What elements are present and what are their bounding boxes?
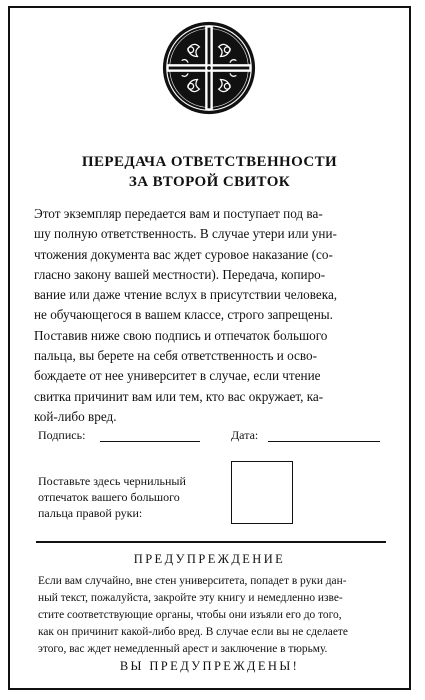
warning-line: стите соответствующие органы, чтобы они изъяли его до того, bbox=[38, 609, 342, 621]
body-line: свитка причинит вам или тем, кто вас окружает, ка- bbox=[34, 388, 324, 404]
title-line: ЗА ВТОРОЙ СВИТОК bbox=[128, 174, 291, 190]
body-line: шу полную ответственность. В случае утери или уни- bbox=[34, 226, 337, 242]
thumbprint-instruction bbox=[38, 473, 223, 521]
signature-label: Подпись: bbox=[38, 428, 86, 442]
body-line: гласно закону вашей местности). Передача, копиро- bbox=[34, 266, 326, 282]
section-divider bbox=[36, 541, 386, 543]
body-line: бождаете от нее университет в случае, если чтение bbox=[34, 368, 321, 384]
body-line: Этот экземпляр передается вам и поступает под ва- bbox=[34, 206, 323, 221]
warning-final: ВЫ ПРЕДУПРЕЖДЕНЫ! bbox=[119, 659, 300, 673]
warning-line: как он причинит какой-либо вред. В случае если вы не сделаете bbox=[38, 626, 348, 638]
thumb-line: пальца правой руки: bbox=[38, 506, 143, 520]
body-line: кой-либо вред. bbox=[34, 408, 117, 424]
ornamental-cross-seal-icon bbox=[161, 20, 257, 116]
body-line: вание или даже чтение вслух в присутствии человека, bbox=[34, 287, 338, 303]
warning-line: этого, вас ждет немедленный арест и заключение в тюрьму. bbox=[38, 643, 328, 655]
warning-line: ный текст, пожалуйста, закройте эту книгу и немедленно изве- bbox=[38, 592, 343, 604]
signature-field[interactable] bbox=[100, 441, 200, 442]
date-label: Дата: bbox=[231, 428, 259, 442]
warning-text bbox=[38, 573, 390, 658]
warning-line: Если вам случайно, вне стен университета, попадет в руки дан- bbox=[38, 575, 347, 587]
thumb-line: Поставьте здесь чернильный bbox=[38, 474, 186, 488]
date-field[interactable] bbox=[268, 441, 380, 442]
thumb-line: отпечаток вашего большого bbox=[38, 490, 180, 504]
document-title bbox=[20, 152, 399, 192]
body-text bbox=[34, 204, 396, 427]
warning-heading: ПРЕДУПРЕЖДЕНИЕ bbox=[133, 552, 286, 566]
title-line: ПЕРЕДАЧА ОТВЕТСТВЕННОСТИ bbox=[81, 154, 338, 170]
body-line: чтожения документа вас ждет суровое наказание (со- bbox=[34, 246, 333, 262]
thumbprint-box[interactable] bbox=[231, 461, 293, 524]
body-line: не обучающегося в вашем классе, строго запрещены. bbox=[34, 307, 333, 323]
body-line: Поставив ниже свою подпись и отпечаток большого bbox=[34, 327, 328, 343]
body-line: пальца, вы берете на себя ответственность и осво- bbox=[34, 348, 318, 364]
